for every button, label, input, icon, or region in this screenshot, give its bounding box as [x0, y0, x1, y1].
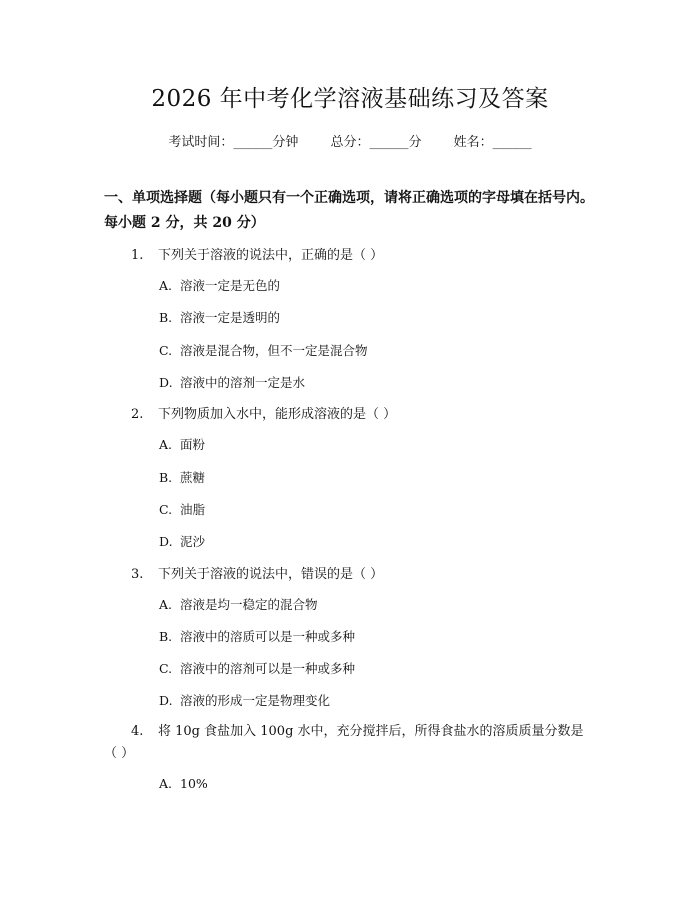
question-2	[131, 403, 601, 422]
question-1	[131, 244, 601, 263]
option-letter: D.	[159, 534, 173, 549]
option-letter: D.	[159, 375, 173, 390]
question-text: 下列物质加入水中，能形成溶液的是（ ）	[158, 407, 397, 422]
student-name-field: 姓名：______	[453, 135, 532, 150]
option-letter: A.	[159, 776, 173, 791]
total-score-field: 总分：______分	[330, 135, 422, 150]
option-2c	[159, 500, 205, 518]
question-number: 4.	[131, 724, 144, 739]
exam-info	[0, 131, 700, 150]
option-4a	[159, 776, 208, 791]
question-text: 下列关于溶液的说法中，正确的是（ ）	[158, 248, 384, 263]
option-text: 10%	[180, 776, 208, 791]
option-1a	[159, 276, 280, 294]
option-letter: C.	[159, 661, 173, 676]
option-text: 溶液的形成一定是物理变化	[180, 693, 331, 708]
option-letter: C.	[159, 343, 173, 358]
option-text: 溶液是均一稳定的混合物	[180, 597, 318, 612]
question-number: 3.	[131, 567, 144, 582]
option-1b	[159, 308, 280, 326]
question-number: 2.	[131, 407, 144, 422]
option-letter: A.	[159, 437, 173, 452]
option-text: 溶液中的溶质可以是一种或多种	[180, 629, 356, 644]
option-text: 溶液是混合物，但不一定是混合物	[180, 343, 368, 358]
option-text: 溶液中的溶剂可以是一种或多种	[180, 661, 356, 676]
option-letter: A.	[159, 597, 173, 612]
option-3c	[159, 659, 355, 677]
option-letter: B.	[159, 470, 173, 485]
option-letter: B.	[159, 629, 173, 644]
option-3a	[159, 595, 318, 613]
option-text: 蔗糖	[180, 470, 206, 485]
option-1c	[159, 341, 368, 359]
option-text: 溶液中的溶剂一定是水	[180, 375, 306, 390]
option-3d	[159, 691, 330, 709]
option-2a	[159, 435, 205, 453]
question-text: 将 10g 食盐加入 100g 水中，充分搅拌后，所得食盐水的溶质质量分数是（ ）	[104, 724, 584, 761]
option-letter: A.	[159, 278, 173, 293]
question-text: 下列关于溶液的说法中，错误的是（ ）	[158, 567, 384, 582]
option-letter: C.	[159, 502, 173, 517]
option-text: 溶液一定是无色的	[180, 278, 281, 293]
option-text: 溶液一定是透明的	[180, 310, 281, 325]
option-2b	[159, 468, 205, 486]
section-heading: 一、单项选择题（每小题只有一个正确选项，请将正确选项的字母填在括号内。每小题 2 分，共 20 分）	[104, 190, 594, 231]
question-number: 1.	[131, 248, 144, 263]
option-letter: B.	[159, 310, 173, 325]
exam-time-field: 考试时间：______分钟	[168, 135, 299, 150]
option-text: 泥沙	[180, 534, 206, 549]
page-title: 2026 年中考化学溶液基础练习及答案	[151, 86, 549, 112]
option-1d	[159, 373, 305, 391]
option-letter: D.	[159, 693, 173, 708]
option-3b	[159, 627, 355, 645]
question-3	[131, 563, 601, 582]
option-text: 油脂	[180, 502, 206, 517]
option-text: 面粉	[180, 437, 206, 452]
option-2d	[159, 532, 205, 550]
question-4	[104, 721, 594, 765]
